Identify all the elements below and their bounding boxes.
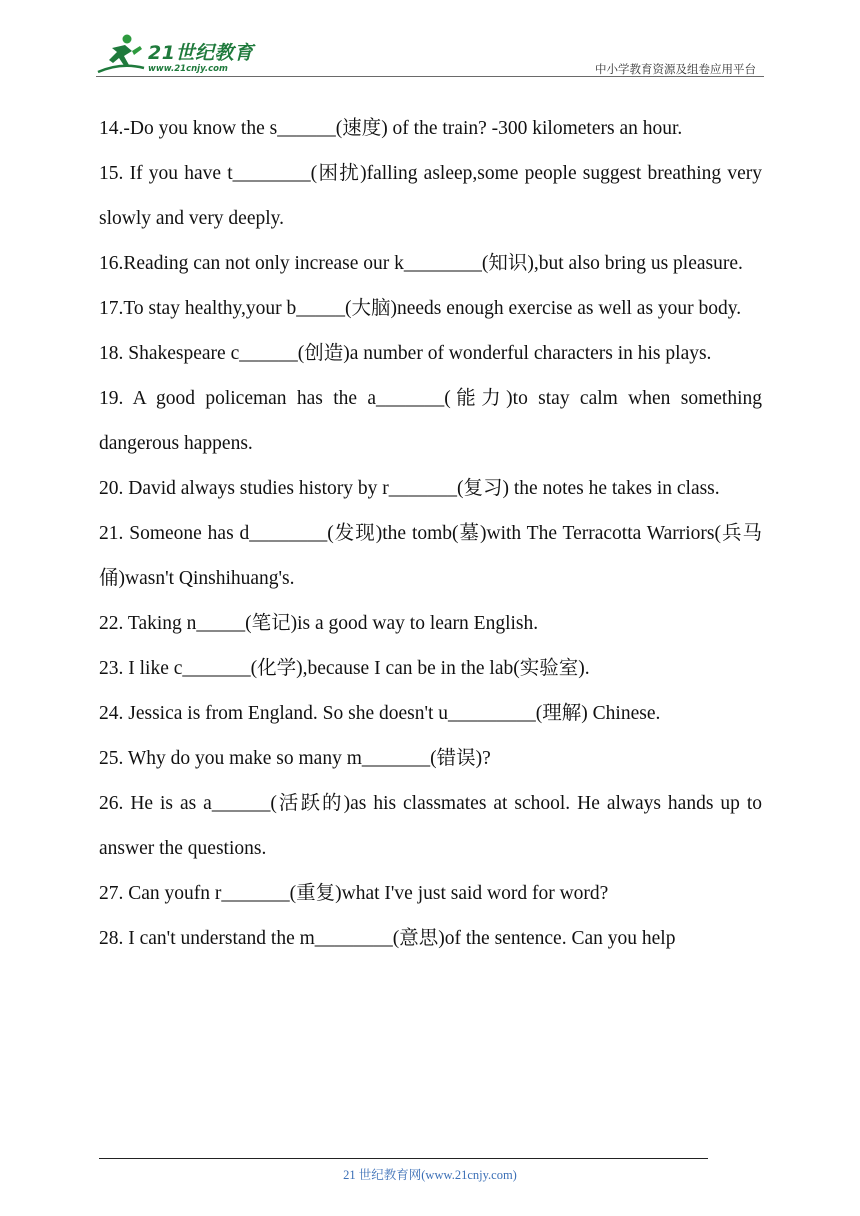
- question-22: 22. Taking n_____(笔记)is a good way to learn English.: [99, 613, 539, 634]
- question-19: 19. A good policeman has the a_______(能力)to stay calm when something dangerous happens.: [99, 388, 762, 454]
- question-16: 16.Reading can not only increase our k________(知识),but also bring us pleasure.: [99, 253, 743, 274]
- header-divider: [96, 76, 764, 77]
- question-26: 26. He is as a______(活跃的)as his classmates at school. He always hands up to answer the questions.: [99, 793, 762, 859]
- footer-divider: [99, 1158, 708, 1159]
- header-platform-text: 中小学教育资源及组卷应用平台: [595, 62, 756, 76]
- logo-title: 21世纪教育: [148, 42, 254, 64]
- question-27: 27. Can youfn r_______(重复)what I've just said word for word?: [99, 883, 609, 904]
- question-18: 18. Shakespeare c______(创造)a number of wonderful characters in his plays.: [99, 343, 712, 364]
- logo: [96, 32, 266, 76]
- question-14: 14.-Do you know the s______(速度) of the train? -300 kilometers an hour.: [99, 118, 683, 139]
- question-25: 25. Why do you make so many m_______(错误)?: [99, 748, 491, 769]
- question-15: 15. If you have t________(困扰)falling asleep,some people suggest breathing very slowly and very deeply.: [99, 163, 762, 229]
- question-21: 21. Someone has d________(发现)the tomb(墓)with The Terracotta Warriors(兵马俑)wasn't Qinshihuang's.: [99, 523, 762, 589]
- page-header: [96, 30, 764, 80]
- logo-url: www.21cnjy.com: [148, 64, 228, 74]
- question-28: 28. I can't understand the m________(意思)of the sentence. Can you help: [99, 928, 676, 949]
- question-20: 20. David always studies history by r_______(复习) the notes he takes in class.: [99, 478, 720, 499]
- page-footer: 21 世纪教育网(www.21cnjy.com): [343, 1168, 517, 1182]
- question-23: 23. I like c_______(化学),because I can be in the lab(实验室).: [99, 658, 590, 679]
- question-list: [99, 106, 762, 961]
- question-24: 24. Jessica is from England. So she doesn't u_________(理解) Chinese.: [99, 703, 661, 724]
- runner-logo-icon: [96, 32, 146, 76]
- question-17: 17.To stay healthy,your b_____(大脑)needs enough exercise as well as your body.: [99, 298, 742, 319]
